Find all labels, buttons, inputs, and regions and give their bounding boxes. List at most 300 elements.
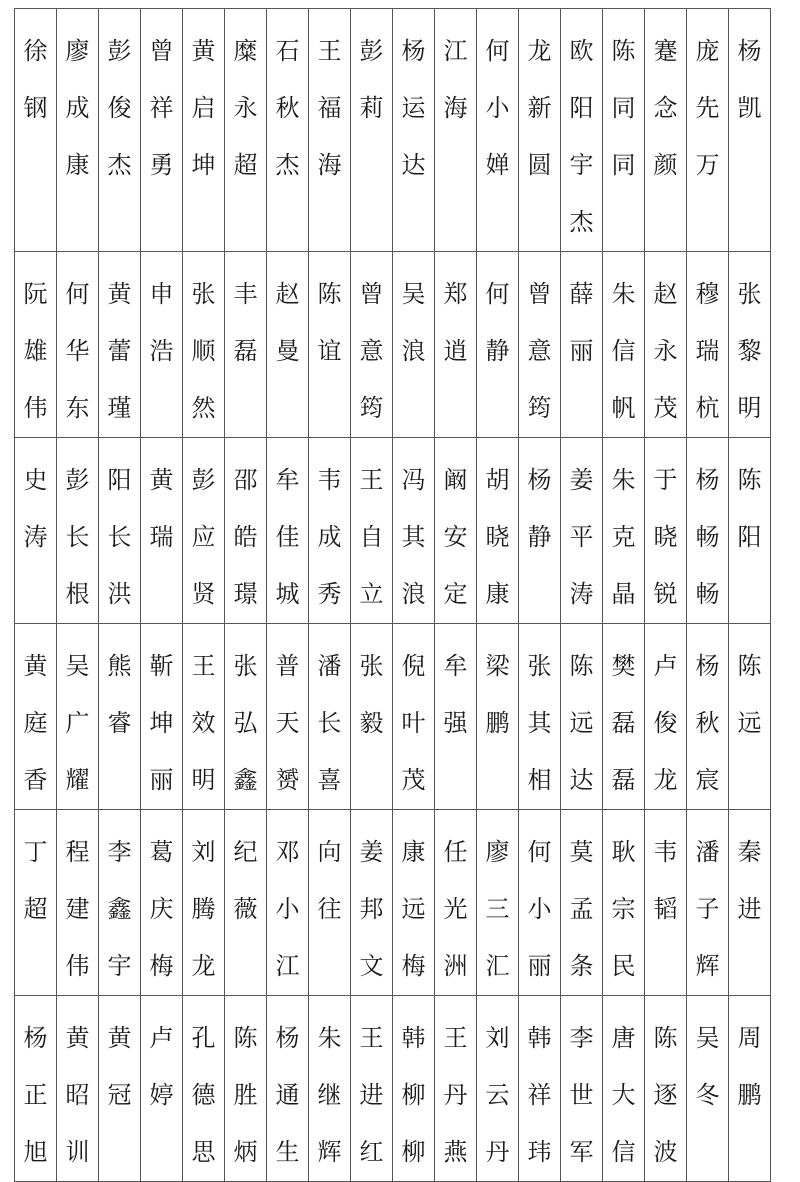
table-cell xyxy=(435,9,477,252)
name-character: 宸 xyxy=(695,766,720,794)
name-character: 超 xyxy=(233,151,258,179)
name-character: 鹏 xyxy=(485,709,510,737)
name-character: 茂 xyxy=(653,394,678,422)
name-character: 丽 xyxy=(527,952,552,980)
name-character: 定 xyxy=(443,580,468,608)
name-character: 浪 xyxy=(401,580,426,608)
table-cell xyxy=(225,996,267,1182)
name-character: 应 xyxy=(191,523,216,551)
name-character: 鑫 xyxy=(107,895,132,923)
name-character: 远 xyxy=(737,709,762,737)
name-character: 张 xyxy=(737,280,762,308)
table-cell xyxy=(687,996,729,1182)
person-name xyxy=(393,810,434,995)
person-name xyxy=(141,996,182,1124)
table-cell xyxy=(477,438,519,624)
name-character: 秋 xyxy=(695,709,720,737)
name-character: 姜 xyxy=(569,466,594,494)
name-character: 刘 xyxy=(191,838,216,866)
table-cell xyxy=(477,624,519,810)
table-cell xyxy=(519,9,561,252)
table-row xyxy=(15,252,771,438)
name-character: 明 xyxy=(737,394,762,422)
table-cell xyxy=(729,252,771,438)
name-character: 弘 xyxy=(233,709,258,737)
name-character: 克 xyxy=(611,523,636,551)
table-cell xyxy=(351,996,393,1182)
table-cell xyxy=(645,996,687,1182)
name-character: 晓 xyxy=(653,523,678,551)
table-cell xyxy=(309,438,351,624)
person-name xyxy=(99,9,140,194)
table-cell xyxy=(561,252,603,438)
name-character: 王 xyxy=(191,652,216,680)
person-name xyxy=(351,624,392,752)
table-cell xyxy=(519,624,561,810)
table-cell xyxy=(309,9,351,252)
table-cell xyxy=(141,252,183,438)
name-character: 陈 xyxy=(317,280,342,308)
person-name xyxy=(393,438,434,623)
table-cell xyxy=(519,996,561,1182)
name-character: 秋 xyxy=(275,94,300,122)
name-character: 长 xyxy=(65,523,90,551)
table-cell xyxy=(183,438,225,624)
name-character: 王 xyxy=(359,466,384,494)
person-name xyxy=(603,9,644,194)
name-character: 顺 xyxy=(191,337,216,365)
name-character: 红 xyxy=(359,1138,384,1166)
person-name xyxy=(435,810,476,995)
person-name xyxy=(729,438,770,566)
name-character: 杨 xyxy=(275,1024,300,1052)
table-row xyxy=(15,624,771,810)
name-character: 朱 xyxy=(611,466,636,494)
name-character: 丹 xyxy=(485,1138,510,1166)
name-character: 秦 xyxy=(737,838,762,866)
name-character: 陈 xyxy=(233,1024,258,1052)
name-character: 静 xyxy=(527,523,552,551)
person-name xyxy=(729,252,770,437)
name-character: 蕾 xyxy=(107,337,132,365)
name-character: 婵 xyxy=(485,151,510,179)
name-character: 相 xyxy=(527,766,552,794)
name-character: 达 xyxy=(569,766,594,794)
name-character: 吴 xyxy=(695,1024,720,1052)
table-cell xyxy=(267,810,309,996)
name-character: 刘 xyxy=(485,1024,510,1052)
name-character: 继 xyxy=(317,1081,342,1109)
name-character: 陈 xyxy=(569,652,594,680)
name-character: 阮 xyxy=(23,280,48,308)
name-character: 黄 xyxy=(65,1024,90,1052)
person-name xyxy=(57,438,98,623)
name-character: 丹 xyxy=(443,1081,468,1109)
name-character: 颜 xyxy=(653,151,678,179)
person-name xyxy=(687,9,728,194)
person-name xyxy=(183,810,224,995)
name-character: 民 xyxy=(611,952,636,980)
name-character: 强 xyxy=(443,709,468,737)
name-character: 普 xyxy=(275,652,300,680)
person-name xyxy=(687,810,728,995)
name-character: 曾 xyxy=(149,37,174,65)
table-cell xyxy=(729,9,771,252)
name-character: 向 xyxy=(317,838,342,866)
table-cell xyxy=(15,438,57,624)
person-name xyxy=(351,252,392,437)
name-character: 长 xyxy=(317,709,342,737)
name-character: 秀 xyxy=(317,580,342,608)
table-cell xyxy=(225,438,267,624)
name-character: 孔 xyxy=(191,1024,216,1052)
name-character: 庞 xyxy=(695,37,720,65)
person-name xyxy=(141,9,182,194)
name-character: 莫 xyxy=(569,838,594,866)
name-character: 黄 xyxy=(149,466,174,494)
name-character: 世 xyxy=(569,1081,594,1109)
person-name xyxy=(561,810,602,995)
name-character: 王 xyxy=(359,1024,384,1052)
name-character: 龙 xyxy=(191,952,216,980)
name-character: 辉 xyxy=(317,1138,342,1166)
name-character: 蹇 xyxy=(653,37,678,65)
name-character: 远 xyxy=(401,895,426,923)
name-character: 庭 xyxy=(23,709,48,737)
name-character: 朱 xyxy=(317,1024,342,1052)
name-character: 黎 xyxy=(737,337,762,365)
person-name xyxy=(309,438,350,623)
name-character: 浩 xyxy=(149,337,174,365)
table-cell xyxy=(477,996,519,1182)
name-character: 李 xyxy=(569,1024,594,1052)
name-character: 龙 xyxy=(527,37,552,65)
person-name xyxy=(645,810,686,938)
name-character: 纪 xyxy=(233,838,258,866)
name-character: 三 xyxy=(485,895,510,923)
name-character: 同 xyxy=(611,94,636,122)
name-character: 磊 xyxy=(611,766,636,794)
person-name xyxy=(519,9,560,194)
table-cell xyxy=(645,9,687,252)
person-name xyxy=(57,624,98,809)
name-character: 韦 xyxy=(653,838,678,866)
name-character: 贤 xyxy=(191,580,216,608)
name-character: 靳 xyxy=(149,652,174,680)
table-cell xyxy=(57,9,99,252)
name-character: 杨 xyxy=(23,1024,48,1052)
name-character: 钢 xyxy=(23,94,48,122)
person-name xyxy=(99,810,140,995)
name-character: 彭 xyxy=(191,466,216,494)
name-character: 朱 xyxy=(611,280,636,308)
name-character: 阳 xyxy=(569,94,594,122)
table-cell xyxy=(687,438,729,624)
table-cell xyxy=(477,810,519,996)
name-character: 运 xyxy=(401,94,426,122)
person-name xyxy=(183,996,224,1181)
person-name xyxy=(183,9,224,194)
name-character: 任 xyxy=(443,838,468,866)
name-character: 思 xyxy=(191,1138,216,1166)
name-character: 牟 xyxy=(275,466,300,494)
person-name xyxy=(99,252,140,437)
name-character: 阚 xyxy=(443,466,468,494)
person-name xyxy=(729,810,770,938)
table-cell xyxy=(477,252,519,438)
person-name xyxy=(57,810,98,995)
name-character: 陈 xyxy=(653,1024,678,1052)
person-name xyxy=(183,252,224,437)
name-character: 陈 xyxy=(737,652,762,680)
person-name xyxy=(225,624,266,809)
person-name xyxy=(519,624,560,809)
person-name xyxy=(687,252,728,437)
person-name xyxy=(57,252,98,437)
name-character: 安 xyxy=(443,523,468,551)
name-character: 小 xyxy=(275,895,300,923)
name-character: 腾 xyxy=(191,895,216,923)
table-cell xyxy=(645,438,687,624)
name-character: 韬 xyxy=(653,895,678,923)
table-cell xyxy=(99,810,141,996)
name-character: 彭 xyxy=(65,466,90,494)
name-character: 欧 xyxy=(569,37,594,65)
name-character: 吴 xyxy=(65,652,90,680)
person-name xyxy=(435,996,476,1181)
name-character: 信 xyxy=(611,1138,636,1166)
table-cell xyxy=(15,810,57,996)
table-cell xyxy=(435,438,477,624)
name-character: 涛 xyxy=(569,580,594,608)
person-name xyxy=(645,438,686,623)
table-cell xyxy=(561,810,603,996)
name-character: 柳 xyxy=(401,1081,426,1109)
table-cell xyxy=(561,9,603,252)
name-character: 熊 xyxy=(107,652,132,680)
person-name xyxy=(603,624,644,809)
person-name xyxy=(309,624,350,809)
name-character: 冯 xyxy=(401,466,426,494)
name-character: 史 xyxy=(23,466,48,494)
table-cell xyxy=(435,252,477,438)
name-character: 宇 xyxy=(107,952,132,980)
name-character: 意 xyxy=(527,337,552,365)
table-cell xyxy=(561,438,603,624)
name-character: 畅 xyxy=(695,580,720,608)
name-character: 石 xyxy=(275,37,300,65)
name-character: 超 xyxy=(23,895,48,923)
table-cell xyxy=(99,624,141,810)
table-cell xyxy=(309,810,351,996)
name-character: 王 xyxy=(317,37,342,65)
person-name xyxy=(15,9,56,137)
name-character: 玮 xyxy=(527,1138,552,1166)
table-cell xyxy=(561,624,603,810)
name-character: 往 xyxy=(317,895,342,923)
name-character: 广 xyxy=(65,709,90,737)
name-character: 柳 xyxy=(401,1138,426,1166)
person-name xyxy=(435,438,476,623)
name-character: 杨 xyxy=(527,466,552,494)
name-character: 曾 xyxy=(527,280,552,308)
name-character: 梁 xyxy=(485,652,510,680)
name-character: 曾 xyxy=(359,280,384,308)
name-character: 德 xyxy=(191,1081,216,1109)
table-cell xyxy=(351,810,393,996)
person-name xyxy=(687,624,728,809)
name-character: 杨 xyxy=(737,37,762,65)
person-name xyxy=(645,9,686,194)
table-cell xyxy=(225,9,267,252)
table-cell xyxy=(99,252,141,438)
name-character: 糜 xyxy=(233,37,258,65)
name-character: 凯 xyxy=(737,94,762,122)
name-character: 生 xyxy=(275,1138,300,1166)
name-character: 宇 xyxy=(569,151,594,179)
table-cell xyxy=(351,624,393,810)
name-character: 进 xyxy=(737,895,762,923)
table-cell xyxy=(141,624,183,810)
name-character: 赵 xyxy=(275,280,300,308)
name-character: 黄 xyxy=(107,280,132,308)
name-character: 筠 xyxy=(527,394,552,422)
table-cell xyxy=(729,996,771,1182)
person-name xyxy=(225,9,266,194)
person-name xyxy=(267,252,308,380)
name-character: 自 xyxy=(359,523,384,551)
table-cell xyxy=(603,624,645,810)
name-character: 张 xyxy=(233,652,258,680)
person-name xyxy=(477,810,518,995)
name-character: 周 xyxy=(737,1024,762,1052)
name-character: 叶 xyxy=(401,709,426,737)
name-character: 何 xyxy=(485,37,510,65)
person-name xyxy=(57,9,98,194)
person-name xyxy=(225,252,266,380)
table-cell xyxy=(435,624,477,810)
table-cell xyxy=(183,9,225,252)
person-name xyxy=(729,624,770,752)
person-name xyxy=(477,438,518,623)
table-cell xyxy=(477,9,519,252)
name-character: 李 xyxy=(107,838,132,866)
name-character: 樊 xyxy=(611,652,636,680)
name-character: 吴 xyxy=(401,280,426,308)
table-cell xyxy=(225,810,267,996)
name-character: 阳 xyxy=(737,523,762,551)
person-name xyxy=(309,252,350,380)
person-name xyxy=(687,438,728,623)
name-character: 丽 xyxy=(569,337,594,365)
name-character: 梅 xyxy=(149,952,174,980)
person-name xyxy=(57,996,98,1181)
name-character: 福 xyxy=(317,94,342,122)
name-character: 启 xyxy=(191,94,216,122)
table-cell xyxy=(183,996,225,1182)
name-character: 邓 xyxy=(275,838,300,866)
table-row xyxy=(15,9,771,252)
table-cell xyxy=(435,996,477,1182)
name-character: 坤 xyxy=(191,151,216,179)
table-cell xyxy=(729,438,771,624)
person-name xyxy=(435,624,476,752)
name-character: 杰 xyxy=(569,208,594,236)
name-character: 城 xyxy=(275,580,300,608)
name-character: 小 xyxy=(485,94,510,122)
name-character: 婷 xyxy=(149,1081,174,1109)
person-name xyxy=(309,9,350,194)
table-cell xyxy=(603,810,645,996)
person-name xyxy=(183,438,224,623)
person-name xyxy=(267,624,308,809)
name-character: 薇 xyxy=(233,895,258,923)
person-name xyxy=(477,996,518,1181)
name-character: 康 xyxy=(485,580,510,608)
name-character: 孟 xyxy=(569,895,594,923)
table-cell xyxy=(729,810,771,996)
table-cell xyxy=(57,438,99,624)
name-character: 畅 xyxy=(695,523,720,551)
name-character: 洪 xyxy=(107,580,132,608)
table-cell xyxy=(393,624,435,810)
table-cell xyxy=(183,252,225,438)
table-cell xyxy=(99,9,141,252)
name-character: 薛 xyxy=(569,280,594,308)
name-character: 晶 xyxy=(611,580,636,608)
name-character: 长 xyxy=(107,523,132,551)
name-character: 穆 xyxy=(695,280,720,308)
table-cell xyxy=(57,624,99,810)
name-character: 耀 xyxy=(65,766,90,794)
table-cell xyxy=(603,438,645,624)
name-character: 天 xyxy=(275,709,300,737)
name-character: 文 xyxy=(359,952,384,980)
name-character: 江 xyxy=(443,37,468,65)
name-character: 胜 xyxy=(233,1081,258,1109)
name-character: 先 xyxy=(695,94,720,122)
name-character: 王 xyxy=(443,1024,468,1052)
name-character: 杨 xyxy=(401,37,426,65)
name-character: 何 xyxy=(65,280,90,308)
table-cell xyxy=(57,252,99,438)
table-cell xyxy=(99,438,141,624)
table-cell xyxy=(351,9,393,252)
name-character: 永 xyxy=(653,337,678,365)
name-character: 香 xyxy=(23,766,48,794)
name-character: 何 xyxy=(527,838,552,866)
name-character: 意 xyxy=(359,337,384,365)
table-cell xyxy=(141,438,183,624)
name-character: 逍 xyxy=(443,337,468,365)
name-character: 杭 xyxy=(695,394,720,422)
person-name xyxy=(15,624,56,809)
name-character: 成 xyxy=(317,523,342,551)
name-character: 磊 xyxy=(611,709,636,737)
table-cell xyxy=(729,624,771,810)
name-character: 锐 xyxy=(653,580,678,608)
name-character: 祥 xyxy=(527,1081,552,1109)
person-name xyxy=(15,810,56,938)
name-character: 子 xyxy=(695,895,720,923)
name-character: 东 xyxy=(65,394,90,422)
table-cell xyxy=(687,9,729,252)
name-character: 张 xyxy=(191,280,216,308)
name-character: 邦 xyxy=(359,895,384,923)
person-name xyxy=(15,438,56,566)
person-name xyxy=(309,996,350,1181)
name-character: 波 xyxy=(653,1138,678,1166)
